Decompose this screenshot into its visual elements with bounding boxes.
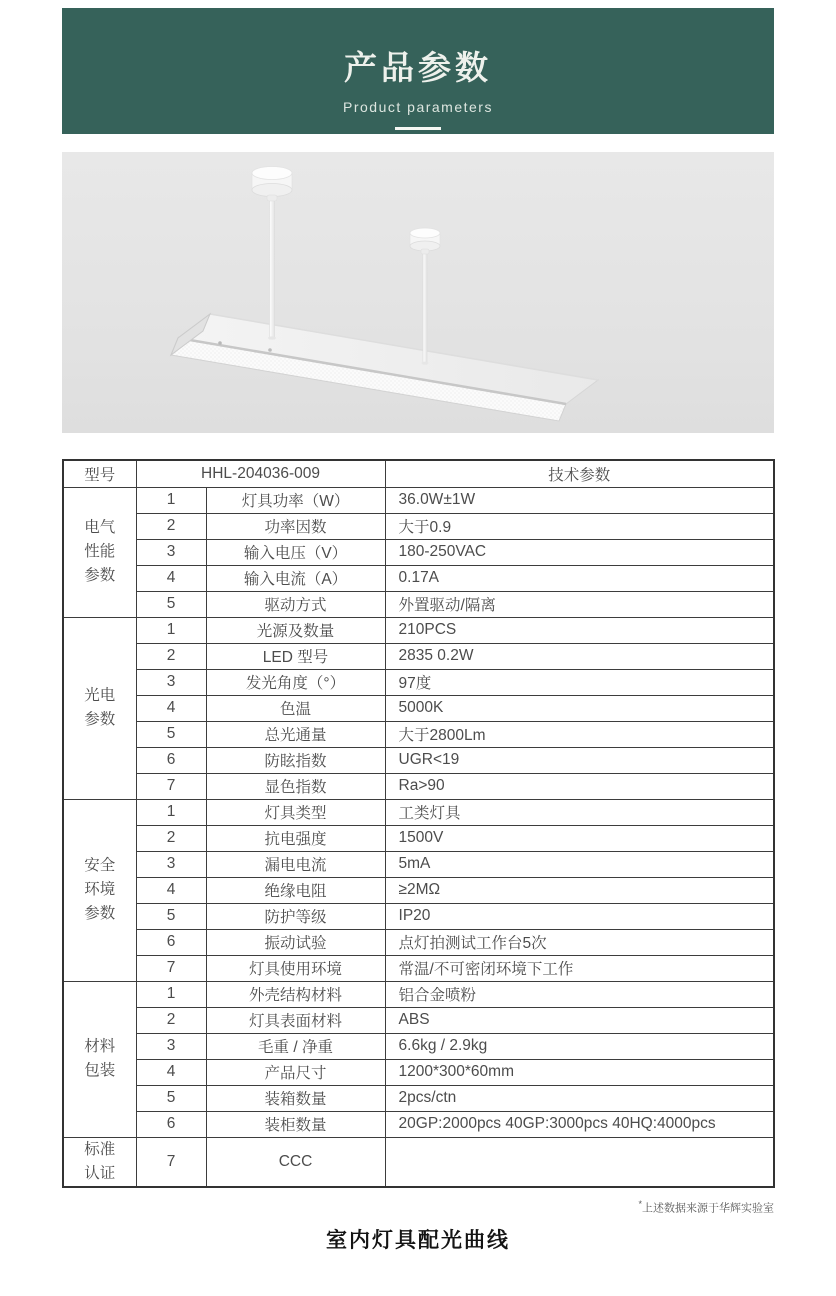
table-row — [63, 825, 774, 851]
banner-title: 产品参数 — [344, 49, 492, 86]
row-number-cell: 4 — [136, 695, 206, 721]
param-value-cell: 0.17A — [385, 565, 774, 591]
param-name-cell: 振动试验 — [206, 929, 385, 955]
table-row — [63, 1085, 774, 1111]
table-row — [63, 539, 774, 565]
asterisk-icon: * — [638, 1198, 642, 1209]
param-value-cell: 外置驱动/隔离 — [385, 591, 774, 617]
pendant-light-illustration — [62, 152, 774, 433]
param-value-cell: 2pcs/ctn — [385, 1085, 774, 1111]
param-name-cell: 驱动方式 — [206, 591, 385, 617]
param-name-cell: 功率因数 — [206, 513, 385, 539]
table-row — [63, 643, 774, 669]
param-name-cell: 灯具功率（W） — [206, 487, 385, 513]
data-source-footnote: *上述数据来源于华辉实验室 — [638, 1198, 774, 1215]
table-row — [63, 617, 774, 643]
row-number-cell: 4 — [136, 565, 206, 591]
table-row — [63, 799, 774, 825]
param-name-cell: 漏电电流 — [206, 851, 385, 877]
table-row — [63, 955, 774, 981]
param-name-cell: 显色指数 — [206, 773, 385, 799]
spec-table — [62, 459, 775, 1188]
param-value-cell: 1500V — [385, 825, 774, 851]
row-number-cell: 1 — [136, 981, 206, 1007]
table-row — [63, 721, 774, 747]
banner-subtitle: Product parameters — [343, 99, 493, 115]
row-number-cell: 7 — [136, 1137, 206, 1187]
ceiling-canopy — [410, 228, 440, 254]
row-number-cell: 3 — [136, 851, 206, 877]
table-row — [63, 1111, 774, 1137]
tech-params-header-cell: 技术参数 — [385, 460, 774, 487]
param-value-cell: IP20 — [385, 903, 774, 929]
table-row — [63, 929, 774, 955]
param-value-cell: 铝合金喷粉 — [385, 981, 774, 1007]
param-name-cell: 产品尺寸 — [206, 1059, 385, 1085]
param-value-cell: UGR<19 — [385, 747, 774, 773]
param-name-cell: 抗电强度 — [206, 825, 385, 851]
param-name-cell: 外壳结构材料 — [206, 981, 385, 1007]
row-number-cell: 3 — [136, 669, 206, 695]
param-name-cell: 输入电流（A） — [206, 565, 385, 591]
param-name-cell: 灯具类型 — [206, 799, 385, 825]
row-number-cell: 2 — [136, 1007, 206, 1033]
table-row — [63, 1033, 774, 1059]
param-value-cell: 1200*300*60mm — [385, 1059, 774, 1085]
model-label-cell: 型号 — [63, 460, 136, 487]
table-row — [63, 851, 774, 877]
row-number-cell: 4 — [136, 1059, 206, 1085]
param-value-cell: 点灯拍测试工作台5次 — [385, 929, 774, 955]
param-value-cell: 大于0.9 — [385, 513, 774, 539]
param-name-cell: 毛重 / 净重 — [206, 1033, 385, 1059]
param-name-cell: CCC — [206, 1137, 385, 1187]
row-number-cell: 5 — [136, 903, 206, 929]
model-number-cell: HHL-204036-009 — [136, 460, 385, 487]
param-value-cell: ABS — [385, 1007, 774, 1033]
screw-icon — [218, 341, 222, 345]
param-value-cell: 5mA — [385, 851, 774, 877]
param-value-cell: ≥2MΩ — [385, 877, 774, 903]
param-value-cell: Ra>90 — [385, 773, 774, 799]
param-value-cell: 180-250VAC — [385, 539, 774, 565]
light-distribution-title: 室内灯具配光曲线 — [326, 1228, 510, 1253]
row-number-cell: 3 — [136, 539, 206, 565]
table-row — [63, 747, 774, 773]
row-number-cell: 6 — [136, 929, 206, 955]
screw-icon — [268, 348, 272, 352]
section-label-cell: 电气性能参数 — [63, 487, 136, 617]
table-row — [63, 487, 774, 513]
table-header-row — [63, 460, 774, 487]
section-label-cell: 安全环境参数 — [63, 799, 136, 981]
param-value-cell: 6.6kg / 2.9kg — [385, 1033, 774, 1059]
row-number-cell: 2 — [136, 643, 206, 669]
row-number-cell: 5 — [136, 721, 206, 747]
param-value-cell: 2835 0.2W — [385, 643, 774, 669]
row-number-cell: 2 — [136, 513, 206, 539]
param-value-cell: 210PCS — [385, 617, 774, 643]
param-value-cell: 97度 — [385, 669, 774, 695]
product-photo — [62, 152, 774, 433]
param-name-cell: 总光通量 — [206, 721, 385, 747]
table-row — [63, 981, 774, 1007]
param-name-cell: 灯具使用环境 — [206, 955, 385, 981]
param-value-cell — [385, 1137, 774, 1187]
param-name-cell: 色温 — [206, 695, 385, 721]
param-name-cell: 发光角度（°） — [206, 669, 385, 695]
table-row — [63, 1137, 774, 1187]
row-number-cell: 1 — [136, 487, 206, 513]
param-value-cell: 常温/不可密闭环境下工作 — [385, 955, 774, 981]
suspension-rod — [423, 252, 427, 364]
section-label-cell: 标准认证 — [63, 1137, 136, 1187]
row-number-cell: 7 — [136, 955, 206, 981]
row-number-cell: 5 — [136, 1085, 206, 1111]
param-name-cell: 防眩指数 — [206, 747, 385, 773]
param-name-cell: LED 型号 — [206, 643, 385, 669]
table-row — [63, 669, 774, 695]
param-value-cell: 大于2800Lm — [385, 721, 774, 747]
table-row — [63, 877, 774, 903]
row-number-cell: 6 — [136, 1111, 206, 1137]
param-name-cell: 防护等级 — [206, 903, 385, 929]
row-number-cell: 1 — [136, 799, 206, 825]
row-number-cell: 6 — [136, 747, 206, 773]
row-number-cell: 2 — [136, 825, 206, 851]
param-value-cell: 20GP:2000pcs 40GP:3000pcs 40HQ:4000pcs — [385, 1111, 774, 1137]
param-name-cell: 绝缘电阻 — [206, 877, 385, 903]
table-row — [63, 513, 774, 539]
table-row — [63, 903, 774, 929]
row-number-cell: 5 — [136, 591, 206, 617]
param-value-cell: 5000K — [385, 695, 774, 721]
spec-table-body — [63, 487, 774, 1187]
table-row — [63, 1059, 774, 1085]
param-value-cell: 工类灯具 — [385, 799, 774, 825]
product-parameters-banner — [62, 8, 774, 134]
table-row — [63, 565, 774, 591]
section-label-cell: 光电参数 — [63, 617, 136, 799]
param-name-cell: 装箱数量 — [206, 1085, 385, 1111]
ceiling-canopy — [252, 167, 292, 202]
param-name-cell: 装柜数量 — [206, 1111, 385, 1137]
section-label-cell: 材料包装 — [63, 981, 136, 1137]
table-row — [63, 695, 774, 721]
banner-underline — [395, 127, 441, 130]
row-number-cell: 3 — [136, 1033, 206, 1059]
param-name-cell: 光源及数量 — [206, 617, 385, 643]
table-row — [63, 591, 774, 617]
row-number-cell: 7 — [136, 773, 206, 799]
table-row — [63, 1007, 774, 1033]
suspension-rod — [270, 192, 275, 339]
row-number-cell: 4 — [136, 877, 206, 903]
param-name-cell: 输入电压（V） — [206, 539, 385, 565]
param-value-cell: 36.0W±1W — [385, 487, 774, 513]
table-row — [63, 773, 774, 799]
row-number-cell: 1 — [136, 617, 206, 643]
param-name-cell: 灯具表面材料 — [206, 1007, 385, 1033]
